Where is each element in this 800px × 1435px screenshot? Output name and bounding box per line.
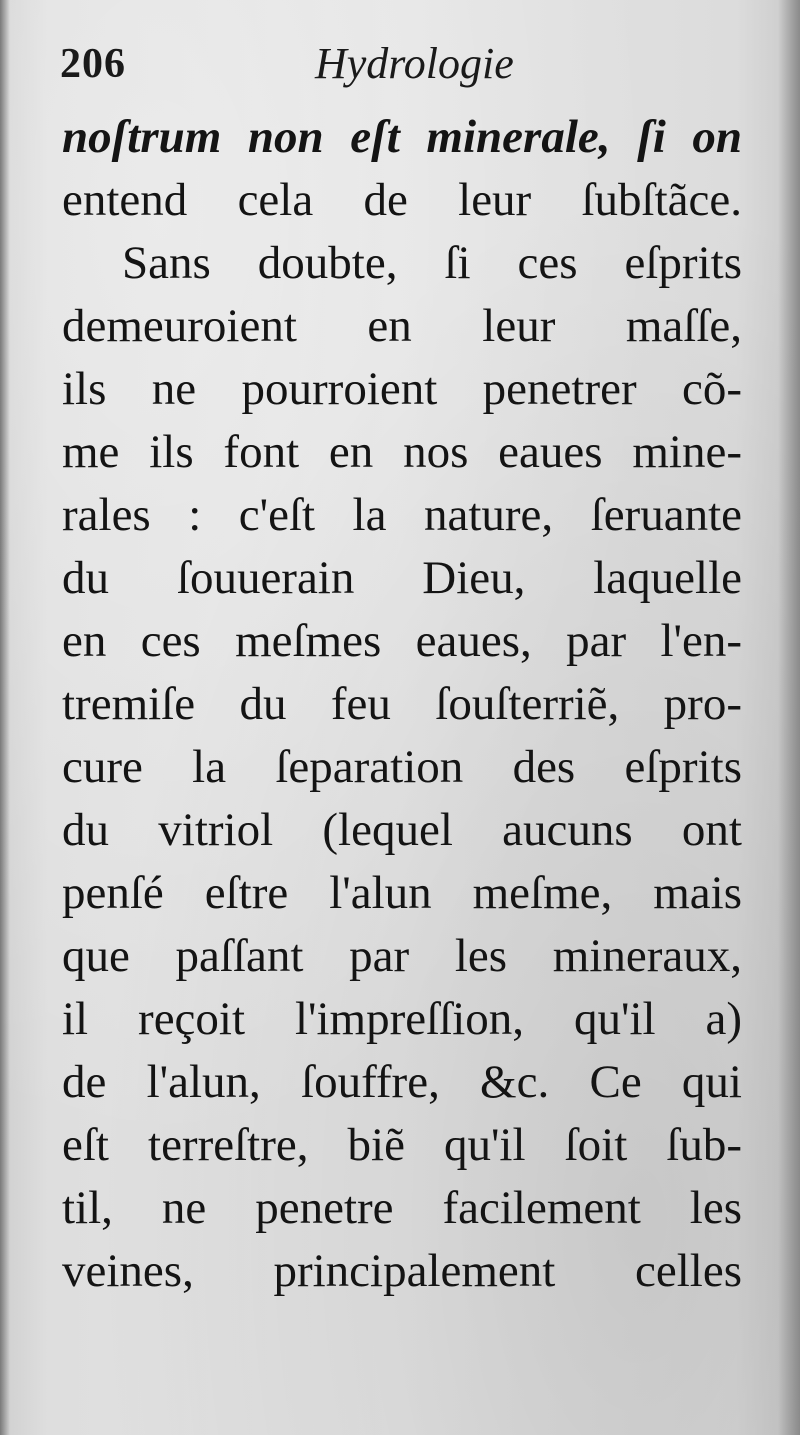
text-line: en ces meſmes eaues, par l'en-	[62, 615, 742, 667]
text-line: entend cela de leur ſubſtãce.	[62, 174, 742, 226]
text-line: du vitriol (lequel aucuns ont	[62, 804, 742, 856]
page-header	[60, 40, 740, 100]
running-title: Hydrologie	[315, 39, 514, 88]
text-line: de l'alun, ſouffre, &c. Ce qui	[62, 1056, 742, 1108]
text-line: tremiſe du feu ſouſterriẽ, pro-	[62, 678, 742, 730]
page-number: 206	[60, 41, 126, 87]
page-right-shadow	[778, 0, 800, 1435]
text-line: til, ne penetre facilement les	[62, 1182, 742, 1234]
text-line: penſé eſtre l'alun meſme, mais	[62, 867, 742, 919]
text-line: cure la ſeparation des eſprits	[62, 741, 742, 793]
text-line: rales : c'eſt la nature, ſeruante	[62, 489, 742, 541]
text-line: ils ne pourroient penetrer cõ-	[62, 363, 742, 415]
text-line: veines, principalement celles	[62, 1245, 742, 1297]
text-line: eſt terreſtre, biẽ qu'il ſoit ſub-	[62, 1119, 742, 1171]
page-left-shadow	[0, 0, 10, 1435]
text-line: demeuroient en leur maſſe,	[62, 300, 742, 352]
paragraph-start-line: Sans doubte, ſi ces eſprits	[122, 237, 742, 289]
text-line: noſtrum non eſt minerale, ſi on	[62, 111, 742, 163]
text-line: il reçoit l'impreſſion, qu'il a)	[62, 993, 742, 1045]
text-line: du ſouuerain Dieu, laquelle	[62, 552, 742, 604]
text-line: que paſſant par les mineraux,	[62, 930, 742, 982]
text-line: me ils font en nos eaues mine-	[62, 426, 742, 478]
